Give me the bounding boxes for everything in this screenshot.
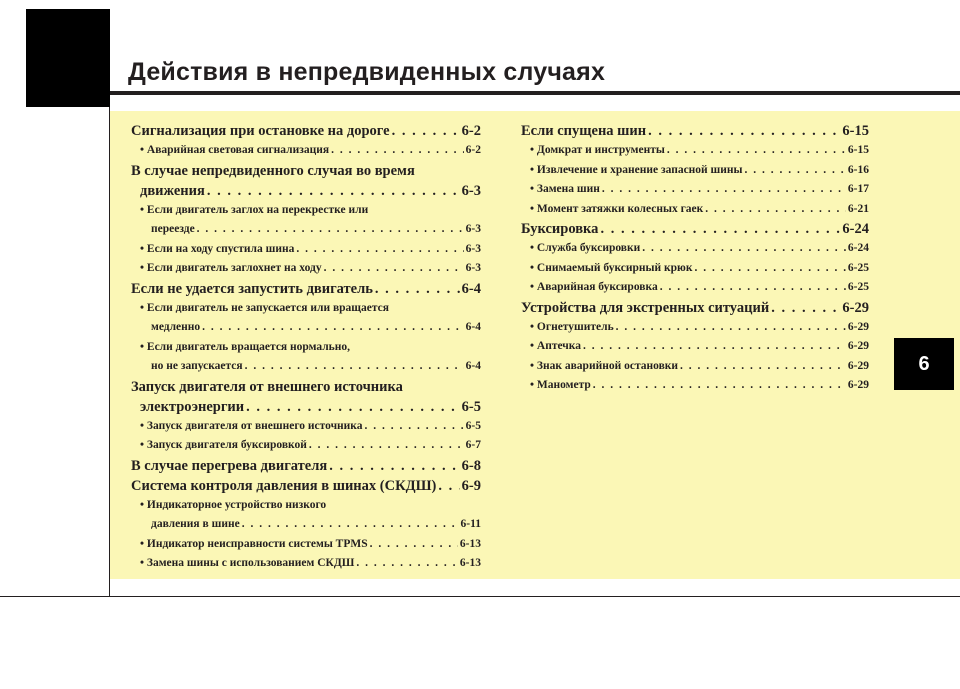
toc-entry[interactable]: Если не удается запустить двигатель . . . 6-4 xyxy=(131,279,481,299)
toc-subentry[interactable]: медленно . . . 6-4 xyxy=(131,318,481,338)
toc-subentry[interactable]: но не запускается . . . 6-4 xyxy=(131,357,481,377)
toc-subentry[interactable]: • Извлечение и хранение запасной шины . . . 6-16 xyxy=(521,161,869,181)
chapter-tab[interactable] xyxy=(894,338,954,390)
toc-entry[interactable]: В случае перегрева двигателя . . . 6-8 xyxy=(131,456,481,476)
toc-subentry[interactable]: • Домкрат и инструменты . . . 6-15 xyxy=(521,141,869,161)
toc-entry[interactable]: Сигнализация при остановке на дороге . . . 6-2 xyxy=(131,121,481,141)
toc-subentry[interactable]: • Замена шин . . . 6-17 xyxy=(521,180,869,200)
toc-subentry[interactable]: • Манометр . . . 6-29 xyxy=(521,376,869,396)
toc-subentry[interactable]: переезде . . . 6-3 xyxy=(131,220,481,240)
toc-subentry[interactable]: • Снимаемый буксирный крюк . . . 6-25 xyxy=(521,259,869,279)
toc-subentry[interactable]: • Замена шины с использованием СКДШ . . . 6-13 xyxy=(131,554,481,574)
toc-subentry-line1[interactable]: • Индикаторное устройство низкого xyxy=(140,498,327,511)
toc-subentry[interactable]: • Знак аварийной остановки . . . 6-29 xyxy=(521,357,869,377)
toc-subentry-line1[interactable]: • Если двигатель вращается нормально, xyxy=(140,340,351,353)
toc-subentry[interactable]: • Запуск двигателя буксировкой . . . 6-7 xyxy=(131,436,481,456)
bottom-divider xyxy=(0,596,960,597)
toc-left-column xyxy=(131,121,481,574)
toc-entry[interactable]: Система контроля давления в шинах (СКДШ) . . . 6-9 xyxy=(131,476,481,496)
toc-entry-line1[interactable]: В случае непредвиденного случая во время xyxy=(131,162,415,179)
toc-subentry[interactable]: • Служба буксировки . . . 6-24 xyxy=(521,239,869,259)
toc-entry[interactable]: Буксировка . . . 6-24 xyxy=(521,219,869,239)
toc-entry-line1[interactable]: Запуск двигателя от внешнего источника xyxy=(131,378,403,395)
toc-subentry[interactable]: • Индикатор неисправности системы TPMS . . . 6-13 xyxy=(131,535,481,555)
toc-subentry[interactable]: • Огнетушитель . . . 6-29 xyxy=(521,318,869,338)
toc-subentry[interactable]: давления в шине . . . 6-11 xyxy=(131,515,481,535)
toc-entry[interactable]: движения . . . 6-3 xyxy=(131,181,481,201)
chapter-tab-label: 6 xyxy=(918,352,930,375)
toc-entry[interactable]: Устройства для экстренных ситуаций . . . 6-29 xyxy=(521,298,869,318)
toc-entry[interactable]: электроэнергии . . . 6-5 xyxy=(131,397,481,417)
toc-subentry[interactable]: • Если на ходу спустила шина . . . 6-3 xyxy=(131,240,481,260)
toc-right-column xyxy=(521,121,869,396)
toc-subentry[interactable]: • Аварийная световая сигнализация . . . 6-2 xyxy=(131,141,481,161)
toc-subentry[interactable]: • Аварийная буксировка . . . 6-25 xyxy=(521,278,869,298)
toc-subentry[interactable]: • Момент затяжки колесных гаек . . . 6-21 xyxy=(521,200,869,220)
toc-subentry-line1[interactable]: • Если двигатель заглох на перекрестке или xyxy=(140,203,369,216)
page-title: Действия в непредвиденных случаях xyxy=(128,58,606,86)
toc-entry[interactable]: Если спущена шин . . . 6-15 xyxy=(521,121,869,141)
toc-subentry[interactable]: • Аптечка . . . 6-29 xyxy=(521,337,869,357)
toc-subentry-line1[interactable]: • Если двигатель не запускается или вращается xyxy=(140,301,389,314)
corner-block xyxy=(26,9,110,107)
toc-subentry[interactable]: • Запуск двигателя от внешнего источника . . . 6-5 xyxy=(131,417,481,437)
title-divider xyxy=(110,91,960,95)
toc-subentry[interactable]: • Если двигатель заглохнет на ходу . . . 6-3 xyxy=(131,259,481,279)
